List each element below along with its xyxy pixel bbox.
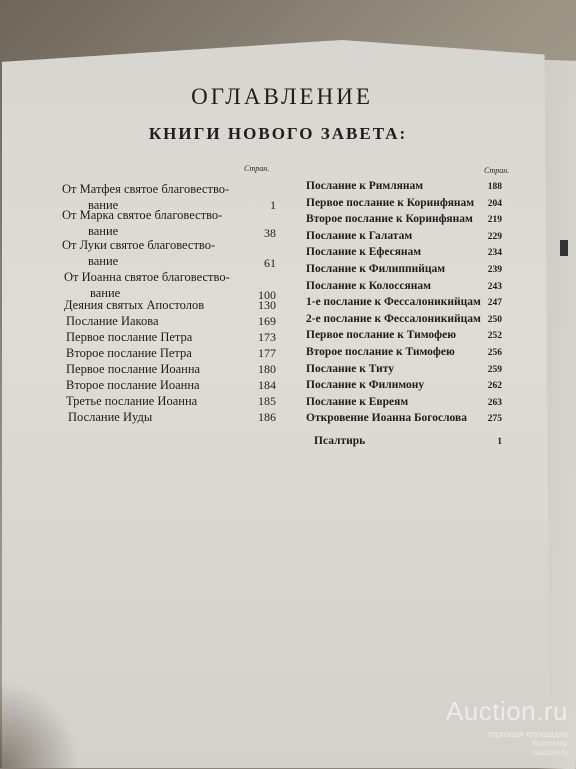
left-toc-entry: От Луки святое благовество- — [62, 238, 216, 252]
finger-shadow — [0, 680, 80, 768]
right-page-column-header: Стран. — [484, 166, 510, 175]
left-toc-entry: Третье послание Иоанна — [66, 394, 198, 408]
left-toc-entry-continuation: вание — [90, 286, 121, 300]
right-toc-entry: Послание к Колоссянам — [306, 279, 431, 292]
left-toc-entry: Послание Иуды — [68, 410, 153, 424]
watermark — [446, 696, 568, 757]
right-toc-page-number: 229 — [487, 231, 502, 242]
right-toc-entry: Послание к Филимону — [306, 379, 425, 392]
right-toc-entry: Послание к Евреям — [306, 395, 409, 408]
left-toc-page-number: 130 — [258, 298, 276, 312]
right-toc-page-number: 1 — [497, 437, 502, 447]
right-toc-page-number: 243 — [487, 281, 502, 292]
right-toc-page-number: 262 — [487, 381, 502, 392]
right-toc-page-number: 256 — [487, 348, 502, 358]
right-toc-entry: Второе послание к Коринфянам — [306, 213, 473, 226]
left-toc-entry: Второе послание Иоанна — [66, 378, 200, 392]
right-toc-entry: 1-е послание к Фессалоникийцам — [306, 296, 481, 309]
watermark-line2: Волонтер — [532, 739, 568, 748]
right-toc-entry: Послание к Ефесянам — [306, 246, 422, 259]
right-toc-entry: Первое послание к Коринфянам — [306, 196, 475, 209]
left-toc-entry: От Матфея святое благовество- — [62, 182, 230, 196]
left-toc-entry: Первое послание Петра — [66, 330, 193, 344]
left-toc-entry: Второе послание Петра — [66, 346, 192, 360]
left-toc-entry: Деяния святых Апостолов — [64, 298, 205, 312]
right-toc-page-number: 239 — [487, 265, 502, 275]
right-toc-page-number: 247 — [487, 298, 502, 309]
section-title: КНИГИ НОВОГО ЗАВЕТА: — [148, 124, 408, 143]
right-toc-entry: Первое послание к Тимофею — [306, 329, 457, 342]
right-toc-page-number: 250 — [487, 314, 502, 325]
right-toc-entry: Псалтирь — [314, 435, 366, 447]
left-toc-entry: От Марка святое благовество- — [62, 208, 223, 222]
left-toc-page-number: 169 — [258, 314, 276, 328]
left-toc-page-number: 38 — [264, 226, 276, 240]
watermark-line3: auction.ru — [532, 748, 568, 757]
left-toc-entry-continuation: вание — [88, 224, 119, 238]
page-title: ОГЛАВЛЕНИЕ — [191, 84, 373, 109]
left-toc-entry: От Иоанна святое благовество- — [64, 270, 230, 284]
right-toc-page-number: 263 — [487, 397, 502, 408]
left-toc-entry-continuation: вание — [88, 198, 119, 212]
right-toc-entry: Послание к Титу — [306, 362, 394, 375]
right-toc-page-number: 204 — [487, 198, 502, 209]
right-toc-page-number: 234 — [487, 248, 502, 259]
left-toc-page-number: 185 — [258, 394, 276, 408]
left-toc-entry: Первое послание Иоанна — [66, 362, 201, 376]
right-toc-page-number: 219 — [487, 215, 502, 226]
left-toc-page-number: 61 — [264, 256, 276, 270]
left-toc-page-number: 173 — [258, 330, 276, 344]
left-toc-page-number: 186 — [258, 410, 276, 424]
left-toc-page-number: 184 — [258, 378, 276, 392]
left-toc-page-number: 1 — [270, 198, 276, 212]
right-toc-entry: Откровение Иоанна Богослова — [306, 412, 467, 425]
facing-page-mark — [560, 240, 568, 256]
right-toc-entry: Послание к Римлянам — [306, 180, 424, 192]
watermark-line1: торговая площадка — [486, 729, 568, 739]
right-toc-entry: Второе послание к Тимофею — [306, 346, 455, 358]
right-toc-entry: 2-е послание к Фессалоникийцам — [306, 312, 481, 325]
left-toc-page-number: 177 — [258, 346, 276, 360]
left-toc-entry-continuation: вание — [88, 254, 119, 268]
watermark-brand: Auction.ru — [445, 696, 568, 726]
left-toc-page-number: 100 — [258, 288, 276, 302]
right-toc-page-number: 252 — [487, 331, 502, 342]
right-toc-page-number: 188 — [487, 182, 502, 192]
right-toc-page-number: 275 — [487, 414, 502, 425]
right-toc-entry: Послание к Филиппийцам — [306, 263, 446, 275]
left-page-column-header: Стран. — [244, 164, 270, 173]
left-toc-page-number: 180 — [258, 362, 276, 376]
right-toc-entry: Послание к Галатам — [306, 229, 413, 242]
right-toc-page-number: 259 — [487, 364, 502, 375]
left-toc-entry: Послание Иакова — [66, 314, 159, 328]
